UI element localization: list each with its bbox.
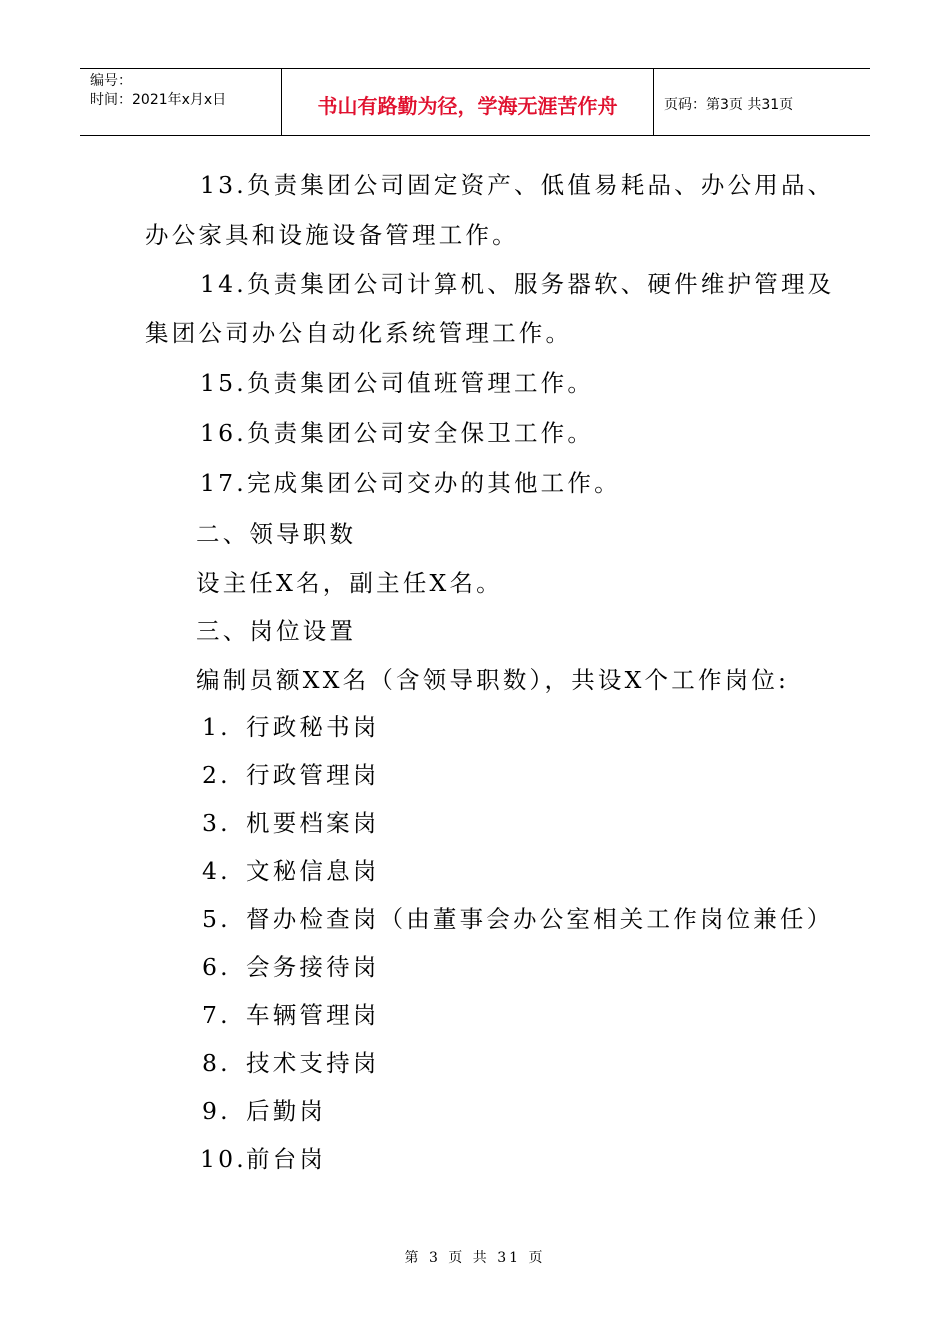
post-item-number: 9. — [202, 1097, 231, 1125]
item-17: 17.完成集团公司交办的其他工作。 — [200, 469, 621, 497]
post-item-name: 后勤岗 — [246, 1097, 327, 1125]
post-item-number: 5. — [202, 905, 231, 933]
section-3-intro: 编制员额XX名（含领导职数），共设X个工作岗位: — [196, 666, 790, 694]
item-16: 16.负责集团公司安全保卫工作。 — [200, 419, 595, 447]
post-item-number: 3. — [202, 809, 231, 837]
item-13-line-2: 办公家具和设施设备管理工作。 — [145, 221, 519, 249]
post-item-number: 6. — [202, 953, 231, 981]
document-time-label: 时间：2021年x月x日 — [90, 92, 227, 108]
post-item-name: 前台岗 — [246, 1145, 327, 1173]
page-header — [80, 68, 870, 136]
item-14-line-1: 14.负责集团公司计算机、服务器软、硬件维护管理及 — [200, 270, 835, 298]
post-item-name: 行政管理岗 — [246, 761, 380, 789]
item-13-line-1: 13.负责集团公司固定资产、低值易耗品、办公用品、 — [200, 171, 835, 199]
item-15: 15.负责集团公司值班管理工作。 — [200, 369, 595, 397]
page-footer: 第 3 页 共 31 页 — [404, 1250, 546, 1266]
header-motto: 书山有路勤为径，学海无涯苦作舟 — [282, 69, 654, 135]
item-14-line-2: 集团公司办公自动化系统管理工作。 — [145, 319, 573, 347]
post-item-number: 7. — [202, 1001, 231, 1029]
post-item-name: 文秘信息岗 — [246, 857, 380, 885]
section-2-text: 设主任X名，副主任X名。 — [196, 569, 503, 597]
post-item-number: 4. — [202, 857, 231, 885]
header-page-info: 页码：第3页 共31页 — [664, 97, 794, 113]
post-item-name: 行政秘书岗 — [246, 713, 380, 741]
document-number-label: 编号： — [90, 73, 132, 89]
post-item-name: 技术支持岗 — [246, 1049, 380, 1077]
post-item-number: 10. — [200, 1145, 247, 1173]
post-item-number: 1. — [202, 713, 231, 741]
post-item-number: 8. — [202, 1049, 231, 1077]
section-3-title: 三、岗位设置 — [196, 617, 357, 645]
section-2-title: 二、领导职数 — [196, 520, 357, 548]
header-meta-cell — [80, 69, 282, 135]
post-item-name: 督办检查岗（由董事会办公室相关工作岗位兼任） — [246, 905, 834, 933]
post-item-name: 车辆管理岗 — [246, 1001, 380, 1029]
post-item-name: 会务接待岗 — [246, 953, 380, 981]
post-item-name: 机要档案岗 — [246, 809, 380, 837]
post-item-number: 2. — [202, 761, 231, 789]
